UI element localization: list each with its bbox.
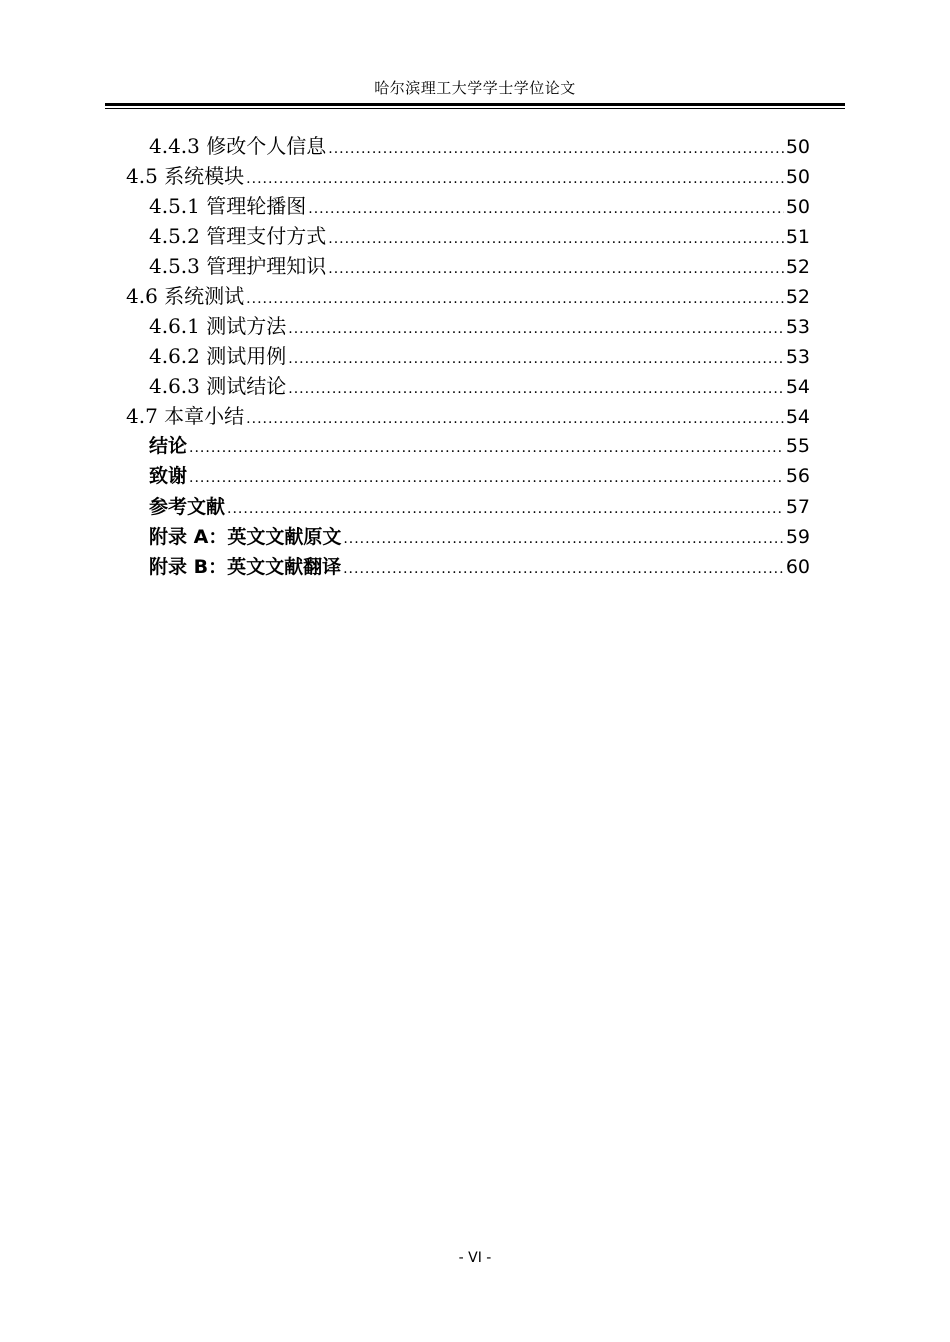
toc-dot-leader (227, 494, 784, 524)
toc-dot-leader (288, 344, 784, 374)
toc-entry-page: 59 (785, 526, 810, 548)
toc-entry-title: 4.5.2 管理支付方式 (149, 224, 327, 248)
page-header: 哈尔滨理工大学学士学位论文 (374, 79, 576, 97)
toc-entry-title: 4.5.3 管理护理知识 (149, 254, 327, 278)
toc-dot-leader (189, 433, 784, 463)
toc-dot-leader (308, 194, 784, 224)
toc-entry-4-6-1[interactable] (149, 311, 810, 341)
toc-entry-page: 54 (785, 376, 810, 398)
toc-entry-4-6-2[interactable] (149, 341, 810, 371)
header-rule-thick (105, 103, 845, 106)
toc-entry-4-4-3[interactable] (149, 131, 810, 161)
toc-entry-page: 55 (785, 435, 810, 457)
toc-entry-appendix-b[interactable] (149, 552, 810, 582)
toc-dot-leader (328, 224, 784, 254)
toc-entry-4-5-2[interactable] (149, 221, 810, 251)
toc-dot-leader (328, 134, 784, 164)
toc-entry-title: 4.5.1 管理轮播图 (149, 194, 307, 218)
toc-entry-page: 50 (785, 166, 810, 188)
toc-entry-4-5[interactable] (126, 161, 810, 191)
toc-entry-page: 51 (785, 226, 810, 248)
toc-dot-leader (246, 284, 784, 314)
toc-entry-4-5-3[interactable] (149, 251, 810, 281)
toc-dot-leader (246, 404, 784, 434)
toc-entry-4-7[interactable] (126, 401, 810, 431)
toc-entry-page: 52 (785, 256, 810, 278)
toc-entry-4-5-1[interactable] (149, 191, 810, 221)
toc-entry-title: 附录 A：英文文献原文 (149, 526, 342, 548)
toc-dot-leader (328, 254, 784, 284)
toc-entry-title: 4.6.2 测试用例 (149, 344, 287, 368)
toc-entry-references[interactable] (149, 492, 810, 522)
toc-entry-title: 4.6.3 测试结论 (149, 374, 287, 398)
toc-dot-leader (288, 374, 784, 404)
toc-dot-leader (343, 554, 784, 584)
header-rule-thin (105, 108, 845, 109)
toc-entry-4-6-3[interactable] (149, 371, 810, 401)
toc-entry-acknowledgements[interactable] (149, 461, 810, 491)
toc-entry-title: 附录 B：英文文献翻译 (149, 556, 342, 578)
toc-entry-page: 50 (785, 136, 810, 158)
toc-entry-page: 54 (785, 406, 810, 428)
toc-entry-page: 56 (785, 465, 810, 487)
toc-dot-leader (189, 463, 784, 493)
page-number: - VI - (458, 1250, 492, 1266)
toc-entry-title: 致谢 (149, 465, 188, 487)
toc-entry-page: 53 (785, 316, 810, 338)
toc-entry-title: 参考文献 (149, 496, 226, 518)
toc-entry-title: 4.7 本章小结 (126, 404, 245, 428)
toc-entry-4-6[interactable] (126, 281, 810, 311)
toc-dot-leader (288, 314, 784, 344)
toc-entry-page: 60 (785, 556, 810, 578)
toc-entry-conclusion[interactable] (149, 431, 810, 461)
toc-entry-appendix-a[interactable] (149, 522, 810, 552)
toc-entry-page: 50 (785, 196, 810, 218)
toc-entry-page: 52 (785, 286, 810, 308)
toc-entry-title: 4.5 系统模块 (126, 164, 245, 188)
toc-entry-page: 53 (785, 346, 810, 368)
toc-dot-leader (343, 524, 783, 554)
toc-entry-page: 57 (785, 496, 810, 518)
toc-entry-title: 4.4.3 修改个人信息 (149, 134, 327, 158)
toc-entry-title: 4.6 系统测试 (126, 284, 245, 308)
toc-entry-title: 4.6.1 测试方法 (149, 314, 287, 338)
toc-dot-leader (246, 164, 784, 194)
toc-entry-title: 结论 (149, 435, 188, 457)
